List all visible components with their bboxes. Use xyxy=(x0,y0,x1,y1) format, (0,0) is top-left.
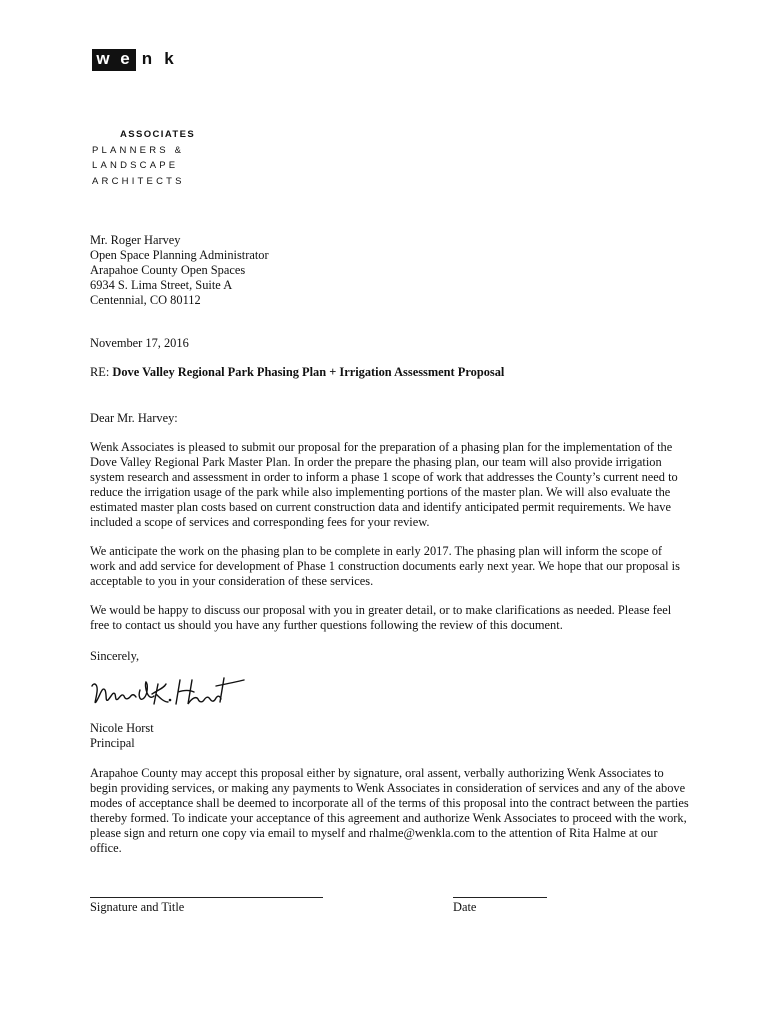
tagline-planners: PLANNERS & xyxy=(92,144,185,156)
recipient-org: Arapahoe County Open Spaces xyxy=(90,263,246,277)
logo-letter-w: w xyxy=(92,49,114,71)
handwritten-signature xyxy=(88,672,248,714)
recipient-street: 6934 S. Lima Street, Suite A xyxy=(90,278,233,292)
logo-letter-k: k xyxy=(158,49,180,71)
signer-title: Principal xyxy=(90,736,135,750)
signature-line[interactable] xyxy=(90,897,323,898)
logo-tagline xyxy=(92,127,195,189)
signer-name: Nicole Horst xyxy=(90,721,154,735)
tagline-architects: ARCHITECTS xyxy=(92,175,185,187)
re-line xyxy=(90,365,504,380)
paragraph-contact: We would be happy to discuss our proposal with you in greater detail, or to make clarifications as needed. Please feel free to contact us should you have any further questions following the review of this document. xyxy=(90,603,672,632)
re-prefix: RE: xyxy=(90,365,113,379)
signer-block xyxy=(90,721,154,751)
signature-and-title-label: Signature and Title xyxy=(90,900,185,914)
recipient-name: Mr. Roger Harvey xyxy=(90,233,181,247)
re-subject: Dove Valley Regional Park Phasing Plan + Irrigation Assessment Proposal xyxy=(112,365,505,379)
closing: Sincerely, xyxy=(90,649,140,663)
date-line[interactable] xyxy=(453,897,547,898)
tagline-landscape: LANDSCAPE xyxy=(92,160,179,171)
paragraph-schedule: We anticipate the work on the phasing plan to be complete in early 2017. The phasing plan will inform the scope of work and add service for development of Phase 1 construction documents early next year. We hope that our proposal is acceptable to you in your consideration of these services. xyxy=(90,544,680,588)
recipient-title: Open Space Planning Administrator xyxy=(90,248,269,262)
logo-letter-n: n xyxy=(136,49,158,71)
paragraph-intro: Wenk Associates is pleased to submit our proposal for the preparation of a phasing plan for the implementation of the Dove Valley Regional Park Master Plan. In order the prepare the phasing plan, our team will also provide irrigation system research and assessment in order to inform a phase 1 scope of work that addresses the County’s current need to reduce the irrigation usage of the park while also implementing portions of the master plan. We will also evaluate the estimated master plan costs based on current construction data and identify anticipated permit requirements. We have included a scope of services and corresponding fees for your review. xyxy=(90,440,678,529)
paragraph-acceptance: Arapahoe County may accept this proposal either by signature, oral assent, verbally authorizing Wenk Associates to begin providing services, or making any payments to Wenk Associates in consideration of services and any of the above modes of acceptance shall be deemed to incorporate all of the terms of this proposal into the contract between the parties thereby formed. To indicate your acceptance of this agreement and authorize Wenk Associates to proceed with the work, please sign and return one copy via email to myself and rhalme@wenkla.com to the attention of Rita Halme at our office. xyxy=(90,766,689,855)
recipient-address xyxy=(90,233,269,308)
date-label: Date xyxy=(453,900,477,914)
tagline-associates: ASSOCIATES xyxy=(120,129,196,140)
wenk-logo xyxy=(92,49,180,71)
letter-date: November 17, 2016 xyxy=(90,336,189,350)
recipient-city: Centennial, CO 80112 xyxy=(90,293,201,307)
logo-letter-e: e xyxy=(114,49,136,71)
salutation: Dear Mr. Harvey: xyxy=(90,411,178,425)
